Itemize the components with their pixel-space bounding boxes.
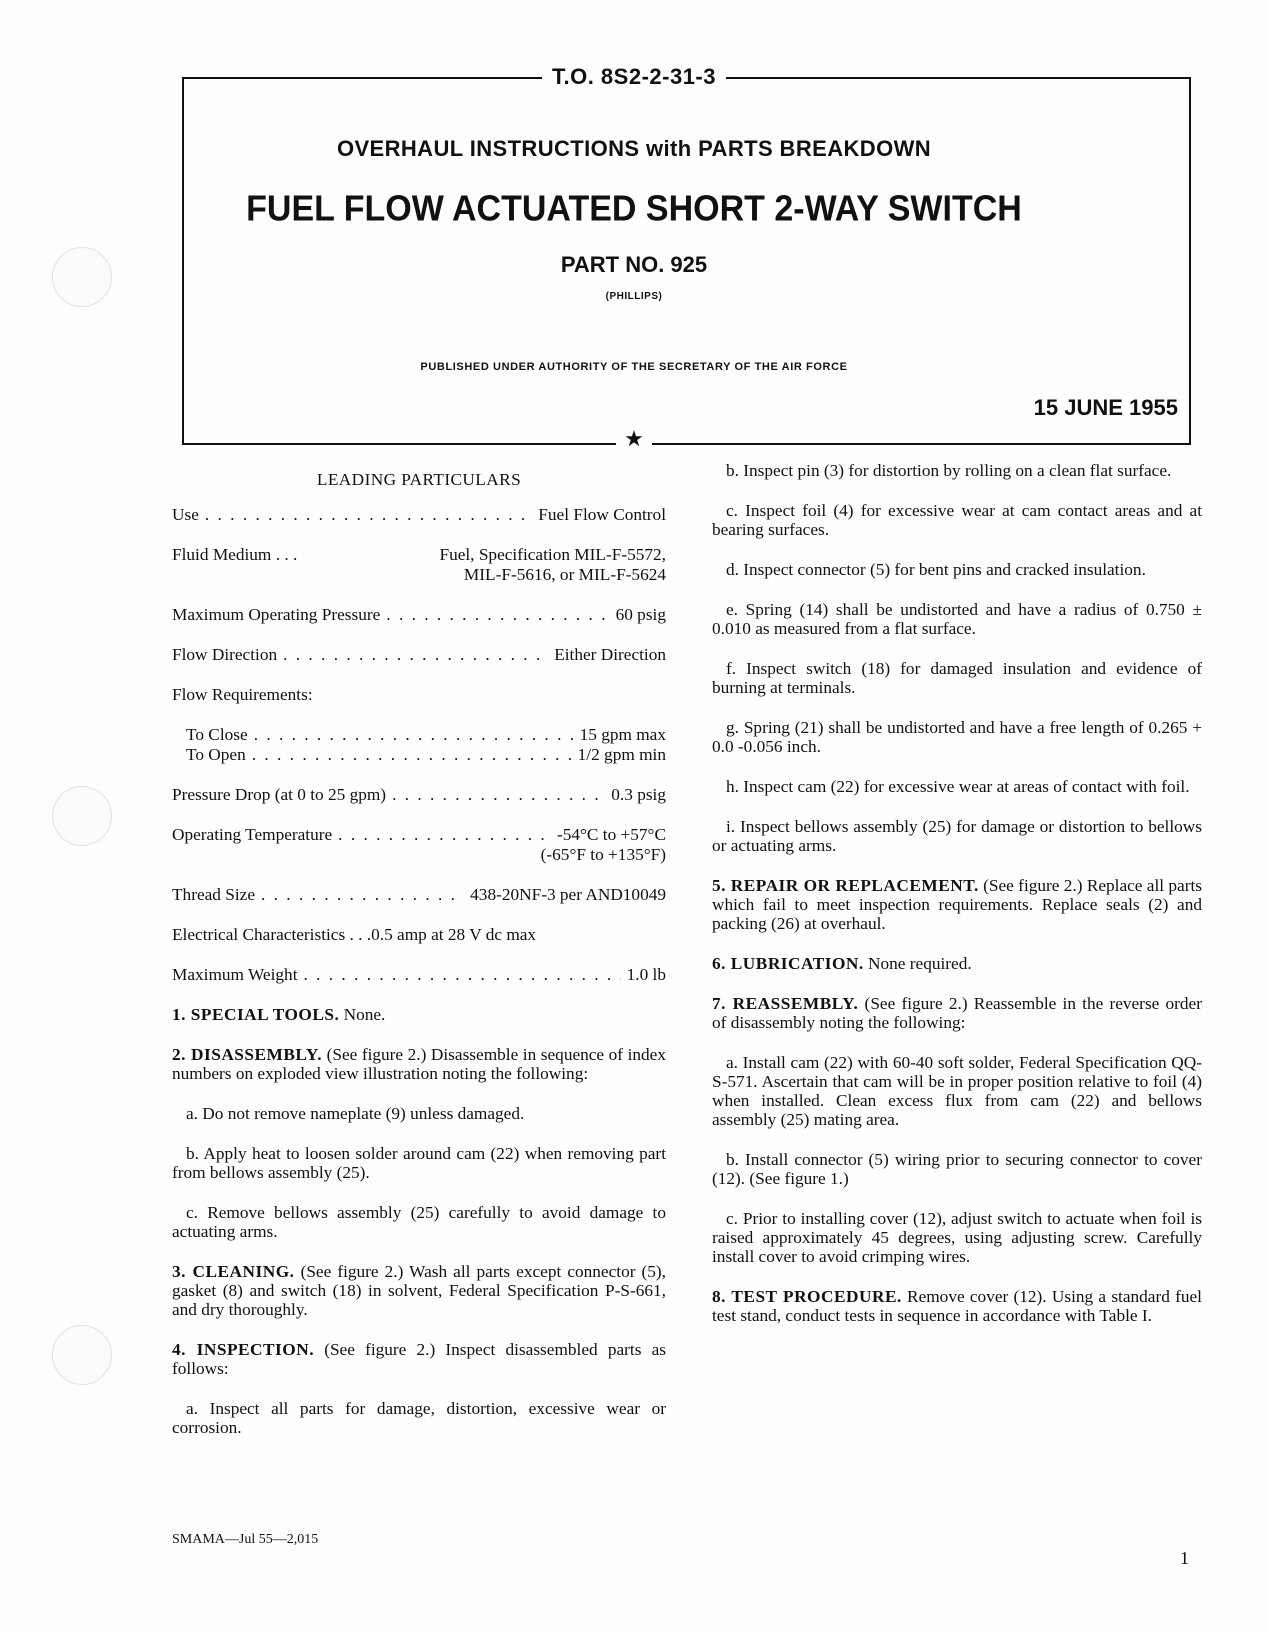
print-code: SMAMA—Jul 55—2,015 [172, 1532, 319, 1547]
reassembly-b: b. Install connector (5) wiring prior to securing connector to cover (12). (See figure 1.) [712, 1150, 1202, 1188]
lp-fluid: Fluid Medium . . . Fuel, Specification MIL-F-5572, [172, 545, 666, 564]
inspection-g: g. Spring (21) shall be undistorted and have a free length of 0.265 + 0.0 -0.056 inch. [712, 718, 1202, 756]
disassembly-b: b. Apply heat to loosen solder around cam (22) when removing part from bellows assembly (25). [172, 1144, 666, 1182]
reassembly-c: c. Prior to installing cover (12), adjust switch to actuate when foil is raised approximately 45 degrees, using adjusting screw. Carefully install cover to avoid crimping wires. [712, 1209, 1202, 1266]
authority-line: PUBLISHED UNDER AUTHORITY OF THE SECRETARY OF THE AIR FORCE [420, 361, 848, 373]
lp-to-open: To Open . . . 1/2 gpm min [186, 745, 666, 764]
lp-to-close: To Close . . . 15 gpm max [186, 725, 666, 744]
lp-thread-size: Thread Size . . . 438-20NF-3 per AND10049 [172, 885, 666, 904]
lp-weight: Maximum Weight . . . 1.0 lb [172, 965, 666, 984]
lp-fluid-2: MIL-F-5616, or MIL-F-5624 [463, 565, 666, 584]
lp-electrical: Electrical Characteristics . . . 0.5 amp at 28 V dc max [172, 925, 537, 944]
disassembly-a: a. Do not remove nameplate (9) unless damaged. [186, 1104, 525, 1123]
manufacturer: (PHILLIPS) [605, 291, 663, 302]
inspection-b: b. Inspect pin (3) for distortion by rolling on a clean flat surface. [726, 461, 1172, 480]
right-column [712, 461, 1202, 1346]
star-icon: ★ [0, 428, 1268, 451]
leading-particulars-title: LEADING PARTICULARS [316, 470, 522, 489]
lp-temperature: Operating Temperature . . . -54°C to +57°C [172, 825, 666, 844]
lp-flow-direction: Flow Direction . . . Either Direction [172, 645, 666, 664]
left-column [172, 470, 666, 1458]
binder-hole-bottom [52, 1325, 112, 1385]
binder-hole-middle [52, 786, 112, 846]
inspection-h: h. Inspect cam (22) for excessive wear at areas of contact with foil. [726, 777, 1190, 796]
section-inspection: 4. INSPECTION. (See figure 2.) Inspect disassembled parts as follows: [172, 1340, 666, 1378]
section-repair: 5. REPAIR OR REPLACEMENT. (See figure 2.) Replace all parts which fail to meet inspection requirements. Replace seals (2) and packing (26) at overhaul. [712, 876, 1203, 933]
doc-type-heading: OVERHAUL INSTRUCTIONS with PARTS BREAKDOWN [336, 136, 932, 161]
publication-date: 15 JUNE 1955 [1033, 395, 1178, 420]
page-title: FUEL FLOW ACTUATED SHORT 2-WAY SWITCH [246, 189, 1022, 229]
section-reassembly: 7. REASSEMBLY. (See figure 2.) Reassemble in the reverse order of disassembly noting the following: [712, 994, 1202, 1032]
inspection-f: f. Inspect switch (18) for damaged insulation and evidence of burning at terminals. [712, 659, 1202, 697]
inspection-d: d. Inspect connector (5) for bent pins and cracked insulation. [726, 560, 1146, 579]
inspection-e: e. Spring (14) shall be undistorted and have a radius of 0.750 ± 0.010 as measured from a flat surface. [712, 600, 1202, 638]
reassembly-a: a. Install cam (22) with 60-40 soft solder, Federal Specification QQ-S-571. Ascertain that cam will be in proper position relative to foil (4) when installed. Clean excess flux from cam (22) and bellows assembly (25) mating area. [712, 1053, 1202, 1129]
part-number: PART NO. 925 [560, 252, 708, 277]
lp-use: Use . . . Fuel Flow Control [172, 505, 666, 524]
page-number: 1 [1180, 1548, 1189, 1568]
lp-flow-requirements: Flow Requirements: [172, 685, 313, 704]
lp-pressure: Maximum Operating Pressure . . . 60 psig [172, 605, 666, 624]
section-disassembly: 2. DISASSEMBLY. (See figure 2.) Disassemble in sequence of index numbers on exploded view illustration noting the following: [172, 1045, 666, 1083]
inspection-i: i. Inspect bellows assembly (25) for damage or distortion to bellows or actuating arms. [712, 817, 1202, 855]
disassembly-c: c. Remove bellows assembly (25) carefully to avoid damage to actuating arms. [172, 1203, 666, 1241]
section-cleaning: 3. CLEANING. (See figure 2.) Wash all parts except connector (5), gasket (8) and switch (18) in solvent, Federal Specification P-S-661, and dry thoroughly. [172, 1262, 666, 1319]
section-test-procedure: 8. TEST PROCEDURE. Remove cover (12). Using a standard fuel test stand, conduct tests in sequence in accordance with Table I. [712, 1287, 1202, 1325]
section-lubrication: 6. LUBRICATION. None required. [712, 954, 972, 973]
lp-temperature-2: (-65°F to +135°F) [540, 845, 666, 864]
inspection-c: c. Inspect foil (4) for excessive wear at cam contact areas and at bearing surfaces. [712, 501, 1202, 539]
section-special-tools: 1. SPECIAL TOOLS. None. [172, 1005, 386, 1024]
lp-pressure-drop: Pressure Drop (at 0 to 25 gpm) . . . 0.3 psig [172, 785, 666, 804]
inspection-a: a. Inspect all parts for damage, distortion, excessive wear or corrosion. [172, 1399, 666, 1437]
to-number: T.O. 8S2-2-31-3 [0, 64, 1268, 90]
